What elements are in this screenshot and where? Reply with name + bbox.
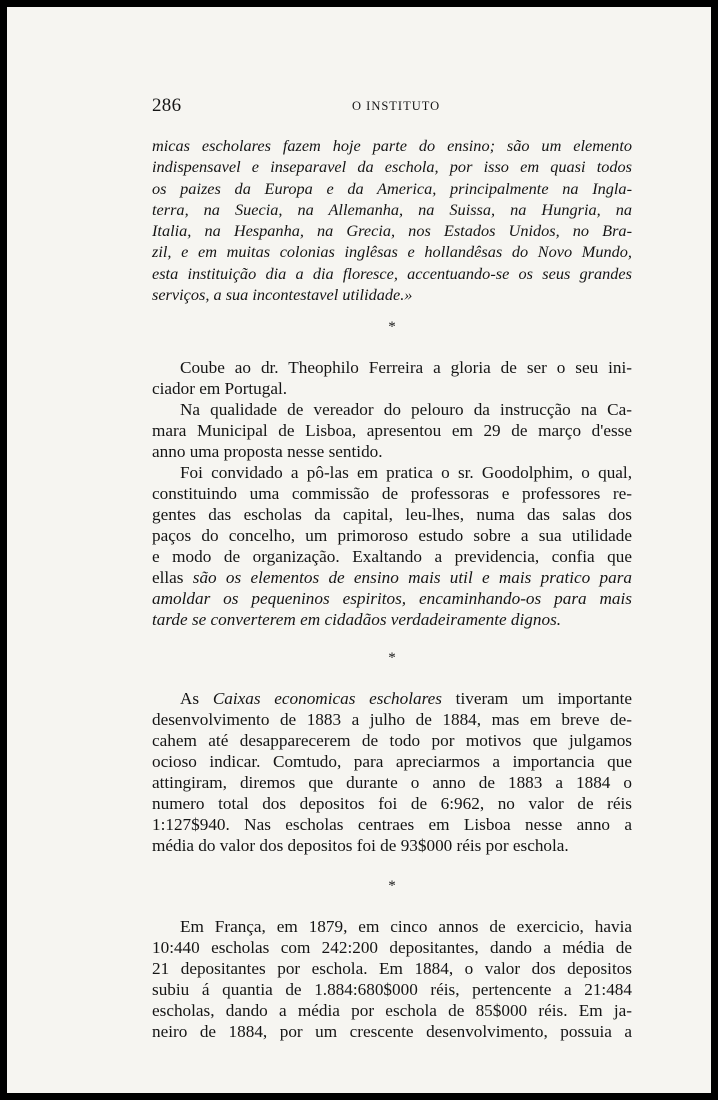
italic-line: amoldar os pequeninos espiritos, encaminhando-os para mais <box>152 589 632 609</box>
text-run: As <box>180 689 213 709</box>
text-line: paços do concelho, um primoroso estudo sobre a sua utilidade <box>152 526 632 546</box>
text-line: Coube ao dr. Theophilo Ferreira a gloria de ser o seu ini- <box>180 358 632 378</box>
italic-run: Caixas economicas escholares <box>212 689 442 709</box>
text-line: 10:440 escholas com 242:200 depositantes, dando a média de <box>152 938 632 958</box>
quote-line: Italia, na Hespanha, na Grecia, nos Estados Unidos, no Bra- <box>152 221 632 241</box>
text-line: Em França, em 1879, em cinco annos de exercicio, havia <box>180 917 632 937</box>
text-line: attingiram, diremos que durante o anno de 1883 a 1884 o <box>152 773 632 793</box>
page-body <box>152 135 632 1042</box>
text-line: desenvolvimento de 1883 a julho de 1884, mas em breve de- <box>152 710 632 730</box>
text-line: 1:127$940. Nas escholas centraes em Lisboa nesse anno a <box>152 815 632 835</box>
quote-line: zil, e em muitas colonias inglêsas e hollandêsas do Novo Mundo, <box>152 242 632 262</box>
italic-run: são os elementos de ensino mais util e mais pratico para <box>192 568 632 588</box>
quote-paragraph <box>152 135 632 305</box>
text-line-mixed <box>152 567 632 588</box>
quote-line: serviços, a sua incontestavel utilidade.» <box>152 285 413 305</box>
text-line: gentes das escholas da capital, leu-lhes, numa das salas dos <box>152 505 632 525</box>
quote-line: micas escholares fazem hoje parte do ensino; são um elemento <box>152 136 632 155</box>
text-line: neiro de 1884, por um crescente desenvolvimento, possuia a <box>152 1022 632 1042</box>
text-line: Foi convidado a pô-las em pratica o sr. Goodolphim, o qual, <box>180 463 632 483</box>
paragraph-vereador <box>152 399 632 462</box>
text-line: cahem até desapparecerem de todo por motivos que julgamos <box>152 731 632 751</box>
paragraph-franca <box>152 916 632 1042</box>
section-separator: * <box>388 650 396 667</box>
text-run: tiveram um importante <box>441 689 632 709</box>
text-line: numero total dos depositos foi de 6:962, no valor de réis <box>152 794 632 814</box>
section-separator: * <box>388 319 396 336</box>
text-line: constituindo uma commissão de professoras e professores re- <box>152 484 632 504</box>
text-line-mixed <box>152 688 632 709</box>
text-line: ocioso indicar. Comtudo, para apreciarmos a importancia que <box>152 752 632 772</box>
running-title: O INSTITUTO <box>352 99 441 113</box>
paragraph-theophilo <box>152 357 632 399</box>
text-run: ellas <box>152 568 193 588</box>
paragraph-goodolphim <box>152 462 632 630</box>
quote-line: terra, na Suecia, na Allemanha, na Suissa, na Hungria, na <box>152 199 632 219</box>
text-line: mara Municipal de Lisboa, apresentou em 29 de março d'esse <box>152 421 632 441</box>
page-header <box>152 95 632 119</box>
quote-line: os paizes da Europa e da America, principalmente na Ingla- <box>152 178 632 198</box>
quote-line: esta instituição dia a dia floresce, accentuando-se os seus grandes <box>152 263 632 283</box>
text-line: 21 depositantes por eschola. Em 1884, o valor dos depositos <box>152 959 632 979</box>
text-line: média do valor dos depositos foi de 93$000 réis por eschola. <box>152 836 569 856</box>
text-line: anno uma proposta nesse sentido. <box>152 442 383 462</box>
text-line: subiu á quantia de 1.884:680$000 réis, pertencente a 21:484 <box>152 980 632 1000</box>
quote-line: indispensavel e inseparavel da eschola, por isso em quasi todos <box>152 157 632 177</box>
page <box>7 7 711 1093</box>
text-line: ciador em Portugal. <box>152 379 288 399</box>
text-line: escholas, dando a média por eschola de 85$000 réis. Em ja- <box>152 1001 632 1021</box>
paragraph-caixas <box>152 688 632 856</box>
text-line: Na qualidade de vereador do pelouro da instrucção na Ca- <box>180 400 632 420</box>
section-separator: * <box>388 878 396 895</box>
italic-line: tarde se converterem em cidadãos verdadeiramente dignos. <box>152 610 562 630</box>
page-number: 286 <box>152 95 182 116</box>
text-line: e modo de organização. Exaltando a previdencia, confia que <box>152 547 632 567</box>
